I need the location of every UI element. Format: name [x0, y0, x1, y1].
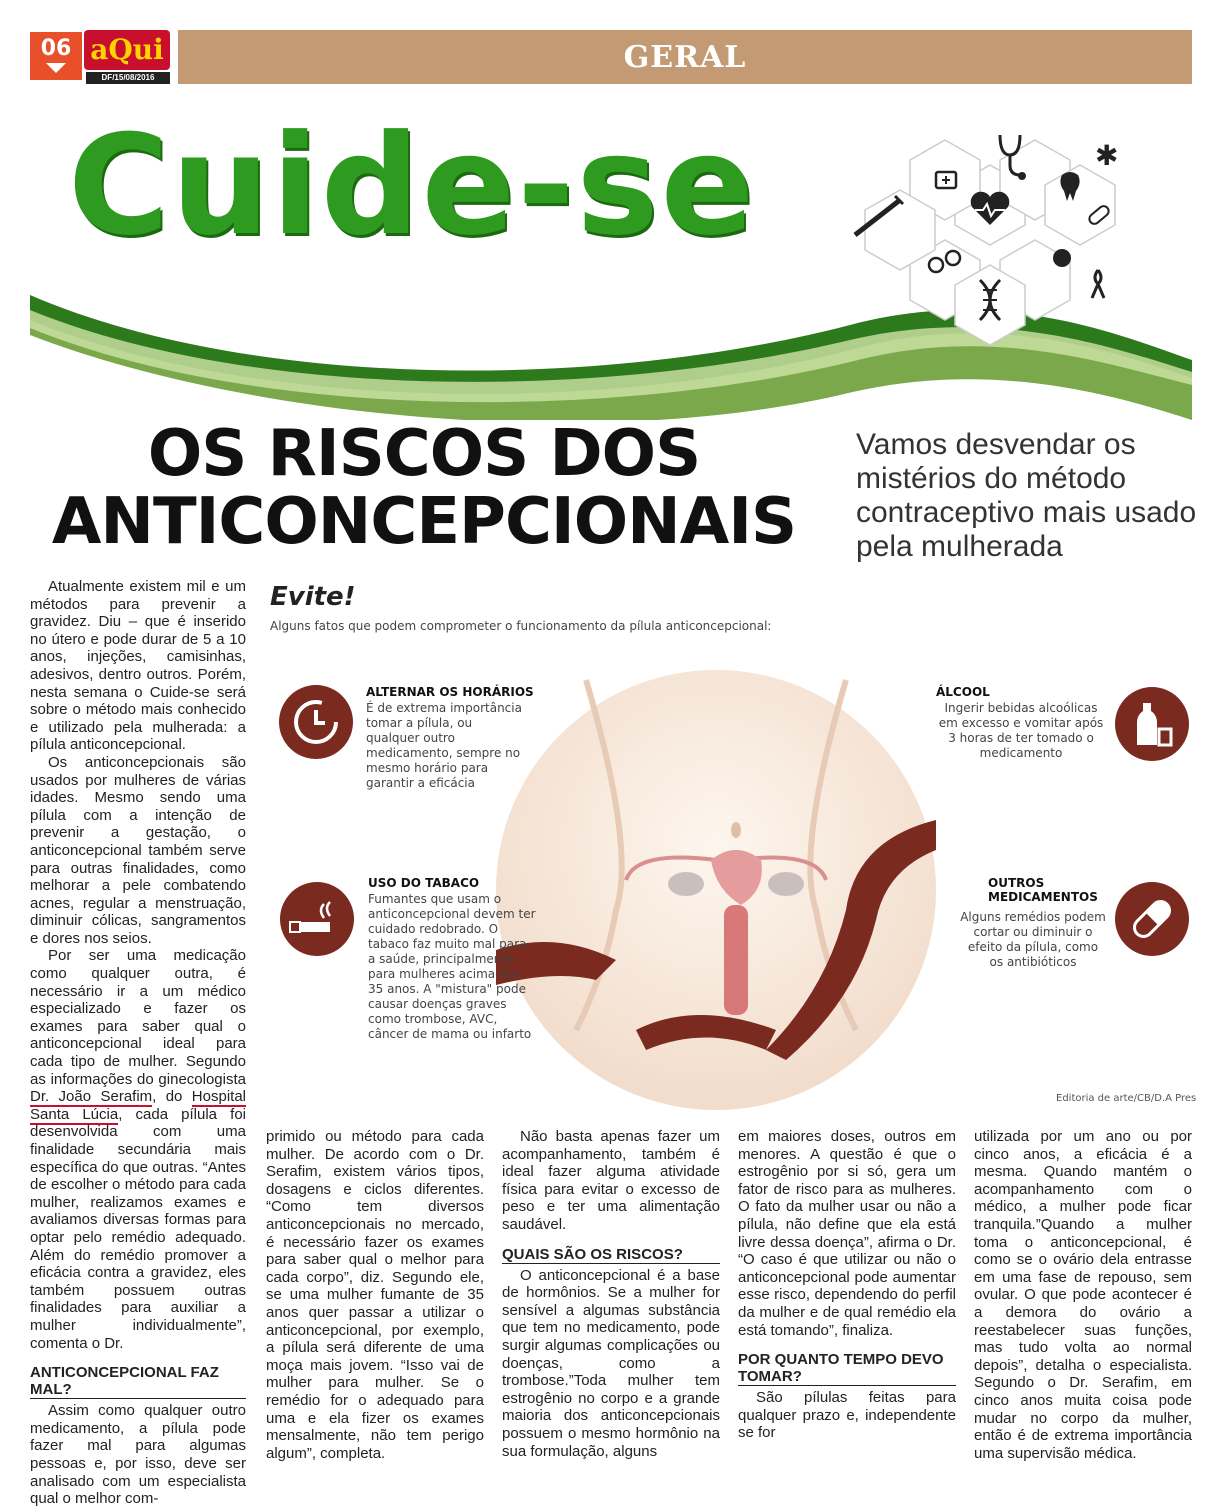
article-column-5 [974, 1128, 1192, 1462]
logo-text: aQui [84, 30, 170, 70]
headline-line-2: ANTICONCEPCIONAIS [51, 485, 797, 559]
item-title: OUTROS MEDICAMENTOS [988, 876, 1098, 904]
article-column-1 [30, 578, 246, 1508]
asterisk-icon [1095, 139, 1118, 172]
infographic-subtitle: Alguns fatos que podem comprometer o funcionamento da pílula anticoncepcional: [270, 619, 772, 633]
capsule-icon [1115, 882, 1189, 956]
doctor-name: Dr. João Serafim [30, 1088, 153, 1106]
headline-line-1: OS RISCOS DOS [147, 417, 701, 491]
paragraph: Não basta apenas fazer um acompanhamento, também é ideal fazer alguma atividade física para evitar o excesso de peso e ter uma alimentação saudável. [502, 1128, 720, 1233]
infographic-title: Evite! [270, 582, 356, 612]
svg-text:✱: ✱ [1095, 139, 1119, 172]
item-text: Fumantes que usam o anticoncepcional devem ter cuidado redobrado. O tabaco faz muito mal para a saúde, principalmente para mulheres acima dos 35 anos. A "mistura" pode causar doenças graves como trombose, AVC, câncer de mama ou infarto [368, 892, 536, 1041]
hospital-name: Hospital Santa Lúcia [30, 1088, 246, 1123]
item-text: Alguns remédios podem cortar ou diminuir o efeito da pílula, como os antibióticos [960, 910, 1106, 969]
ribbon-icon [1092, 270, 1104, 298]
section-heading: POR QUANTO TEMPO DEVO TOMAR? [738, 1351, 956, 1386]
torso-illustration [496, 670, 936, 1110]
paragraph: utilizada por um ano ou por cinco anos, a eficácia é a mesma. Quando mantém o acompanhamento com o médico, a mulher pode ficar tranquila.”Quando a mulher toma o anticoncepcional, é como se o ovário dela entrasse em uma fase de repouso, sem ovular. O que pode acontecer é a demora do ovário a reestabelecer suas funções, mas tudo volta ao normal depois”, detalha o especialista. Segundo o Dr. Serafim, em cinco anos muita coisa pode mudar no corpo da mulher, então é de extrema importância uma supervisão médica. [974, 1128, 1192, 1462]
article-column-4 [738, 1128, 956, 1442]
article-column-2 [266, 1128, 484, 1462]
down-arrow-icon [46, 63, 66, 73]
item-title: ALTERNAR OS HORÁRIOS [366, 685, 534, 699]
article-subhead: Vamos desvendar os mistérios do método contraceptivo mais usado pela mulherada [856, 428, 1197, 563]
paragraph: São pílulas feitas para qualquer prazo e, independente se for [738, 1389, 956, 1442]
paragraph: em maiores doses, outros em menores. A questão é que o estrogênio por si só, gera um fator de risco para as mulheres. O fato da mulher usar ou não a pílula, não define que ela está livre dessa doença”, afirma o Dr. “O caso é que utilizar ou não o anticoncepcional pode aumentar esse risco, dependendo do perfil da mulher e de qual remédio ela está tomando”, finaliza. [738, 1128, 956, 1339]
paragraph: primido ou método para cada mulher. De acordo com o Dr. Serafim, existem vários tipos, dosagens e ciclos diferentes. “Como tem diversos anticoncepcionais no mercado, é necessário fazer os exames para saber qual o melhor para cada corpo”, diz. Segundo ele, se uma mulher fumante de 35 anos quer passar a utilizar o anticoncepcional, por exemplo, a pílula será diferente de uma moça mais jovem. “Isso vai de mulher para mulher. Se o remédio for o adequado para uma e ela fizer os exames mensalmente, não tem perigo algum”, completa. [266, 1128, 484, 1462]
item-title: USO DO TABACO [368, 876, 480, 890]
cigarette-icon [280, 882, 354, 956]
brain-head-icon [1053, 249, 1071, 267]
section-title: GERAL [178, 30, 1192, 84]
newspaper-logo [84, 30, 170, 84]
item-title: ÁLCOOL [936, 685, 990, 699]
paragraph: Assim como qualquer outro medicamento, a pílula pode fazer mal para algumas pessoas e, por isso, deve ser analisado com um especialista qual o melhor com- [30, 1402, 246, 1508]
bottle-glass-icon [1115, 687, 1189, 761]
paragraph: Por ser uma medicação como qualquer outra, é necessário ir a um médico especializado e fazer os exames para saber qual o anticoncepcional ideal para cada tipo de mulher. Segundo as informações do ginecologista Dr. João Serafim, do Hospital Santa Lúcia, cada pílula foi desenvolvida com uma finalidade secundária mais específica do que outras. “Antes de escolher o método para cada mulher, realizamos exames e avaliamos diversas formas para optar pelo remédio adequado. Além do remédio promover a eficácia contra a gravidez, eles também possuem outras finalidades para auxiliar a mulher individualmente”, comenta o Dr. [30, 947, 246, 1352]
section-heading: ANTICONCEPCIONAL FAZ MAL? [30, 1364, 246, 1399]
art-credit: Editoria de arte/CB/D.A Pres [1056, 1093, 1197, 1104]
item-text: Ingerir bebidas alcoólicas em excesso e vomitar após 3 horas de ter tomado o medicamento [938, 701, 1104, 760]
page-number [30, 32, 82, 80]
article-headline [34, 417, 814, 559]
edition-date: DF/15/08/2016 [86, 72, 170, 84]
clock-icon [279, 685, 353, 759]
article-column-3 [502, 1128, 720, 1460]
page-number-text: 06 [40, 36, 72, 61]
banner-title: Cuide-se [68, 105, 757, 266]
paragraph: Atualmente existem mil e um métodos para prevenir a gravidez. Diu – que é inserido no útero e pode durar de 5 a 10 anos, injeções, camisinhas, adesivos, dentro outros. Porém, nesta semana o Cuide-se será sobre o método mais conhecido e utilizado pela mulherada: a pílula anticoncepcional. [30, 578, 246, 754]
item-text: É de extrema importância tomar a pílula, ou qualquer outro medicamento, sempre no mesmo horário para garantir a eficácia [366, 701, 522, 790]
medical-hexagons [840, 110, 1140, 350]
section-heading: QUAIS SÃO OS RISCOS? [502, 1246, 720, 1264]
paragraph: O anticoncepcional é a base de hormônios. Se a mulher for sensível a algumas substância que tem no medicamento, pode surgir algumas complicações ou doenças, como a trombose.”Toda mulher tem estrogênio no corpo e a grande maioria dos anticoncepcionais possuem o mesmo hormônio na sua formulação, alguns [502, 1266, 720, 1460]
paragraph: Os anticoncepcionais são usados por mulheres de várias idades. Mesmo sendo uma pílula com a intenção de prevenir a gestação, o anticoncepcional também serve para outras finalidades, como melhorar a pele combatendo acnes, regular a menstruação, diminuir cólicas, sangramentos e dores nos seios. [30, 753, 246, 947]
